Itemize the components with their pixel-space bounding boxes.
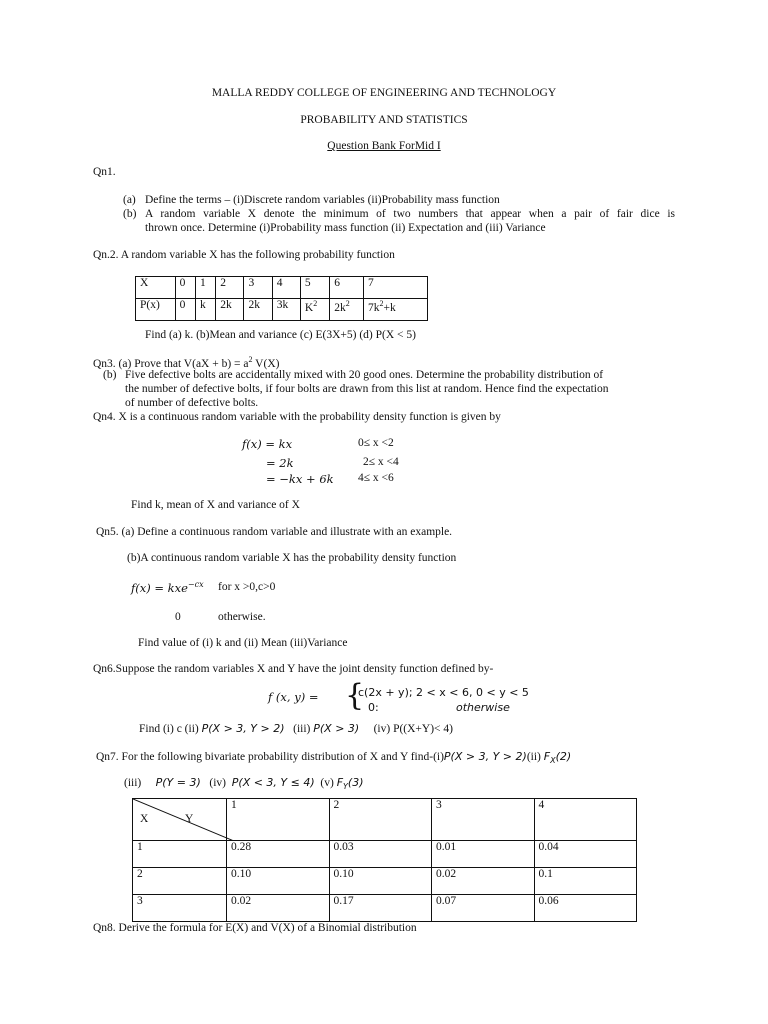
q2-cell: 2k — [244, 299, 272, 321]
q2-cell: k — [195, 299, 215, 321]
q7-header-row — [133, 799, 637, 841]
q2-cell: X — [136, 277, 176, 299]
subject-title: PROBABILITY AND STATISTICS — [300, 114, 468, 126]
q2-row-x — [136, 277, 428, 299]
q4-r2: 2≤ x <4 — [363, 456, 399, 468]
q2-probability-table — [135, 276, 428, 321]
q3b-line1: Five defective bolts are accidentally mixed with 20 good ones. Determine the probability distribution of — [125, 369, 604, 381]
q6-case2-cond: otherwise — [456, 701, 510, 714]
q2-cell: $7k^2+k$ — [364, 299, 428, 321]
q7-ii: (ii) — [526, 751, 544, 763]
q4-f3: = −kx + 6k — [266, 472, 334, 486]
q3b-line3: of number of defective bolts. — [125, 397, 259, 409]
q7-p3: P(Y = 3) — [155, 776, 201, 789]
q7-text — [96, 750, 571, 765]
q4-text: Qn4. X is a continuous random variable with the probability density function is given by — [93, 411, 501, 423]
q7-p2 — [543, 750, 572, 766]
q5-find: Find value of (i) k and (ii) Mean (iii)Variance — [138, 637, 348, 649]
q7-corner-cell — [133, 799, 227, 841]
q2-cell: $K^2$ — [300, 299, 329, 321]
q7-p2-sub: X — [550, 756, 556, 766]
q7-col-header: 1 — [227, 799, 330, 841]
q7-p5-end: (3) — [347, 776, 364, 789]
q7-p5 — [336, 776, 364, 792]
q7-iii: (iii) — [124, 777, 142, 789]
q4-f2: = 2k — [266, 456, 294, 470]
q5-f-exp: −cx — [187, 580, 204, 589]
q7-cell: 0.10 — [329, 868, 432, 895]
q7-text-main: Qn7. For the following bivariate probability distribution of X and Y find-(i) — [96, 751, 444, 763]
q7-corner-x: X — [140, 813, 149, 825]
q7-line2 — [124, 776, 364, 791]
q7-col-header: 3 — [432, 799, 535, 841]
q3a-text: Qn3. (a) Prove that $V(aX + b) = a^2$ V(X) — [93, 355, 280, 370]
q6-find-a: Find (i) c (ii) — [139, 723, 199, 735]
q5a-text: Qn5. (a) Define a continuous random variable and illustrate with an example. — [96, 526, 453, 538]
q3b-line2: the number of defective bolts, if four bolts are drawn from this list at random. Hence find the expectation — [125, 383, 609, 395]
q7-p2-end: (2) — [555, 750, 572, 763]
q2-cell-text: K — [304, 301, 314, 314]
q6-brace-icon: { — [345, 678, 365, 713]
q7-cell: 0.02 — [432, 868, 535, 895]
q1-label: Qn1. — [93, 166, 116, 178]
q7-cell: 0.06 — [534, 895, 637, 922]
q1a-text: Define the terms – (i)Discrete random variables (ii)Probability mass function — [145, 194, 500, 206]
q7-p2-f: F — [543, 750, 551, 763]
q7-table-row — [133, 868, 637, 895]
q2-find: Find (a) k. (b)Mean and variance (c) E(3X+5) (d) P(X < 5) — [145, 329, 416, 341]
q4-f1: f(x) = kx — [242, 437, 293, 451]
q6-find — [139, 722, 453, 735]
q2-cell-text: +k — [383, 301, 396, 314]
q2-row-px — [136, 299, 428, 321]
q7-cell: 0.28 — [227, 841, 330, 868]
q3a-end: V(X) — [252, 357, 280, 370]
q7-cell: 0.10 — [227, 868, 330, 895]
q6-case1: c(2x + y); 2 < x < 6, 0 < y < 5 — [358, 686, 529, 699]
q1b-mark: (b) — [123, 208, 137, 220]
q7-cell: 0.01 — [432, 841, 535, 868]
q7-row-x: 3 — [133, 895, 227, 922]
q4-find: Find k, mean of X and variance of X — [131, 499, 300, 511]
q7-bivariate-table — [132, 798, 637, 922]
q2-cell: P(x) — [136, 299, 176, 321]
q7-v: (v) — [320, 777, 334, 789]
q5-cond: for x >0,c>0 — [218, 581, 276, 593]
q5-otherwise: otherwise. — [218, 611, 266, 623]
q3b-mark: (b) — [103, 369, 117, 381]
q7-p5-sub: Y — [343, 782, 348, 792]
q6-case2-value: 0: — [368, 701, 379, 714]
q3a-main: Qn3. (a) Prove that V(aX + b) = a — [93, 357, 249, 370]
q2-cell: 3 — [244, 277, 272, 299]
q7-iv: (iv) — [209, 777, 227, 789]
q2-cell-text: 2k — [334, 301, 346, 314]
q2-cell: 5 — [300, 277, 329, 299]
q7-row-x: 1 — [133, 841, 227, 868]
q7-cell: 0.04 — [534, 841, 637, 868]
q2-cell: 2k — [216, 299, 244, 321]
q7-col-header: 4 — [534, 799, 637, 841]
question-bank-title: Question Bank ForMid I — [327, 140, 441, 152]
q7-cell: 0.07 — [432, 895, 535, 922]
q7-col-header: 2 — [329, 799, 432, 841]
q5-f-main: f(x) = kxe — [131, 580, 188, 595]
q1b-line2: thrown once. Determine (i)Probability mass function (ii) Expectation and (iii) Variance — [145, 222, 546, 234]
q2-cell: 3k — [272, 299, 300, 321]
q7-cell: 0.17 — [329, 895, 432, 922]
q2-cell: 0 — [175, 277, 195, 299]
q6-find-b: P(X > 3, Y > 2) — [201, 722, 285, 735]
q2-text: Qn.2. A random variable X has the following probability function — [93, 249, 395, 261]
q7-corner-y: Y — [185, 813, 194, 825]
q7-p4: P(X < 3, Y ≤ 4) — [231, 776, 315, 789]
q6-find-e: (iv) P((X+Y)< 4) — [373, 723, 453, 735]
q7-cell: 0.03 — [329, 841, 432, 868]
q2-cell: 4 — [272, 277, 300, 299]
q7-p5-f: F — [336, 776, 344, 789]
q1a-mark: (a) — [123, 194, 136, 206]
q4-r3: 4≤ x <6 — [358, 472, 394, 484]
q6-find-d: P(X > 3) — [313, 722, 360, 735]
q1b-line1: A random variable X denote the minimum of two numbers that appear when a pair of fair dice is — [145, 208, 675, 220]
q4-r1: 0≤ x <2 — [358, 437, 394, 449]
q2-cell: 1 — [195, 277, 215, 299]
q7-table-row — [133, 895, 637, 922]
q5-zero: 0 — [175, 611, 181, 623]
q2-cell-text: 7k — [368, 301, 380, 314]
q2-cell: 2 — [216, 277, 244, 299]
q2-cell: 0 — [175, 299, 195, 321]
q2-cell: 7 — [364, 277, 428, 299]
q7-cell: 0.1 — [534, 868, 637, 895]
q6-find-c: (iii) — [293, 723, 311, 735]
q2-cell: $2k^2$ — [330, 299, 364, 321]
college-title: MALLA REDDY COLLEGE OF ENGINEERING AND TECHNOLOGY — [211, 87, 557, 99]
q5-f — [131, 580, 204, 595]
q2-cell: 6 — [330, 277, 364, 299]
q6-text: Qn6.Suppose the random variables X and Y have the joint density function defined by- — [93, 663, 494, 675]
q7-row-x: 2 — [133, 868, 227, 895]
q5b-text: (b)A continuous random variable X has the probability density function — [127, 552, 457, 564]
q7-table-row — [133, 841, 637, 868]
q8-text: Qn8. Derive the formula for E(X) and V(X) of a Binomial distribution — [93, 922, 417, 934]
q7-cell: 0.02 — [227, 895, 330, 922]
q7-p1: P(X > 3, Y > 2) — [443, 750, 527, 763]
q6-f: f (x, y) = — [268, 690, 319, 704]
